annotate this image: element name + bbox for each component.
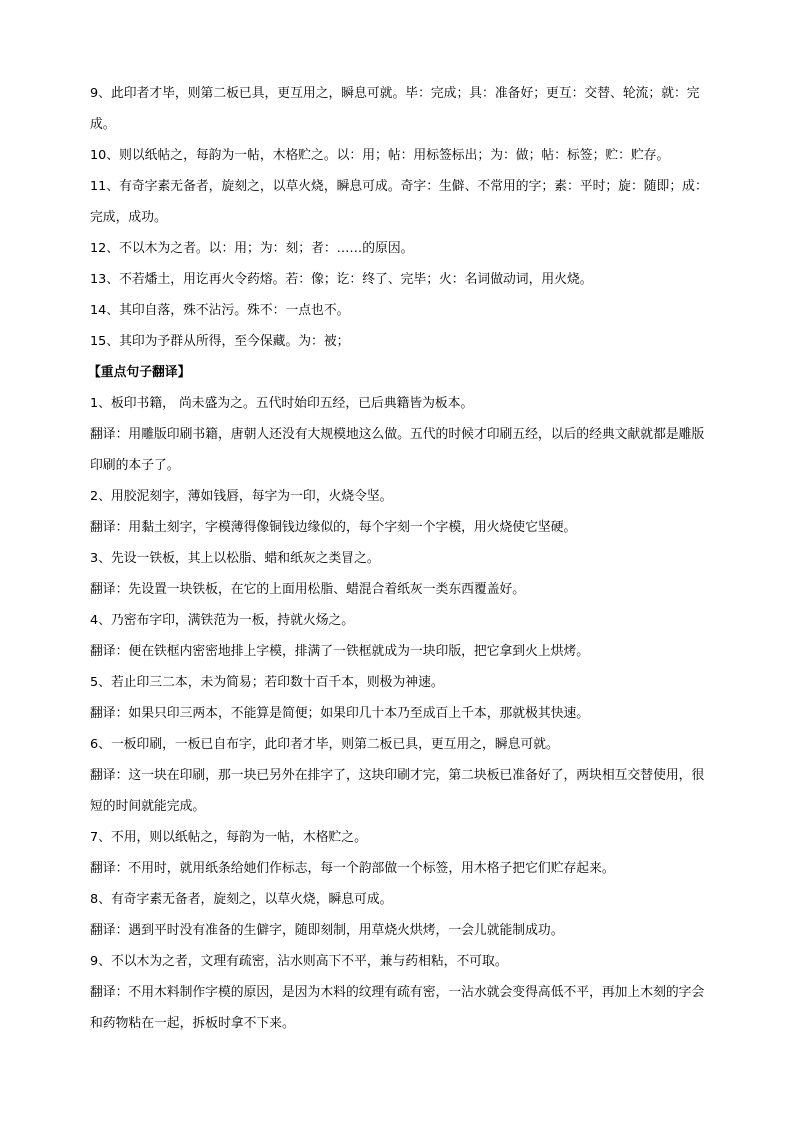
translation-5: 翻译：如果只印三两本，不能算是简便；如果印几十本乃至成百上千本，那就极其快速。 — [90, 706, 590, 721]
note-9: 9、此印者才毕，则第二板已具，更互用之，瞬息可就。毕：完成；具：准备好；更互：交替、轮流；就：完成。 — [90, 86, 700, 132]
document-page — [90, 78, 710, 1039]
sentence-6: 6、一板印刷，一板已自布字，此印者才毕，则第二板已具，更互用之，瞬息可就。 — [90, 737, 559, 752]
translation-8: 翻译：遇到平时没有准备的生僻字，随即刻制，用草烧火烘烤，一会儿就能制成功。 — [90, 923, 564, 938]
sentence-4: 4、乃密布字印，满铁范为一板，持就火炀之。 — [90, 613, 355, 628]
sentence-5: 5、若止印三二本，未为简易；若印数十百千本，则极为神速。 — [90, 675, 444, 690]
note-10: 10、则以纸帖之，每韵为一帖，木格贮之。以：用；帖：用标签标出；为：做；帖：标签；贮：贮存。 — [90, 148, 670, 163]
translation-4: 翻译：便在铁框内密密地排上字模，排满了一铁框就成为一块印版，把它拿到火上烘烤。 — [90, 644, 590, 659]
note-11: 11、有奇字素无备者，旋刻之，以草火烧，瞬息可成。奇字：生僻、不常用的字；素：平时；旋：随即；成：完成，成功。 — [90, 179, 708, 225]
sentence-1: 1、板印书籍， 尚未盛为之。五代时始印五经，已后典籍皆为板本。 — [90, 396, 474, 411]
note-13: 13、不若燔土，用讫再火令药熔。若：像；讫：终了、完毕；火：名词做动词，用火烧。 — [90, 272, 593, 287]
sentence-8: 8、有奇字素无备者，旋刻之，以草火烧，瞬息可成。 — [90, 892, 393, 907]
translation-1: 翻译：用雕版印刷书籍，唐朝人还没有大规模地这么做。五代的时候才印刷五经，以后的经典文献就都是雕版印刷的本子了。 — [90, 427, 705, 473]
note-14: 14、其印自落，殊不沾污。殊不：一点也不。 — [90, 303, 350, 318]
sentence-9: 9、不以木为之者，文理有疏密，沾水则高下不平，兼与药相粘，不可取。 — [90, 954, 508, 969]
sentence-3: 3、先设一铁板，其上以松脂、蜡和纸灰之类冒之。 — [90, 551, 380, 566]
sentence-7: 7、不用，则以纸帖之，每韵为一帖，木格贮之。 — [90, 830, 367, 845]
translation-6: 翻译：这一块在印刷，那一块已另外在排字了，这块印刷才完，第二块板已准备好了，两块相互交替使用，很短的时间就能完成。 — [90, 768, 705, 814]
note-15: 15、其印为予群从所得，至今保藏。为：被； — [90, 334, 350, 349]
translation-9: 翻译：不用木料制作字模的原因，是因为木料的纹理有疏有密，一沾水就会变得高低不平，再加上木刻的字会和药物粘在一起，拆板时拿不下来。 — [90, 985, 705, 1031]
translation-7: 翻译：不用时，就用纸条给她们作标志，每一个韵部做一个标签，用木格子把它们贮存起来。 — [90, 861, 615, 876]
translation-2: 翻译：用黏土刻字，字模薄得像铜钱边缘似的，每个字刻一个字模，用火烧使它坚硬。 — [90, 520, 577, 535]
sentence-2: 2、用胶泥刻字，薄如钱唇，每字为一印，火烧令坚。 — [90, 489, 393, 504]
section-title: 【重点句子翻译】 — [88, 365, 191, 380]
translation-3: 翻译：先设置一块铁板，在它的上面用松脂、蜡混合着纸灰一类东西覆盖好。 — [90, 582, 526, 597]
note-12: 12、不以木为之者。以：用；为：刻；者：……的原因。 — [90, 241, 414, 256]
